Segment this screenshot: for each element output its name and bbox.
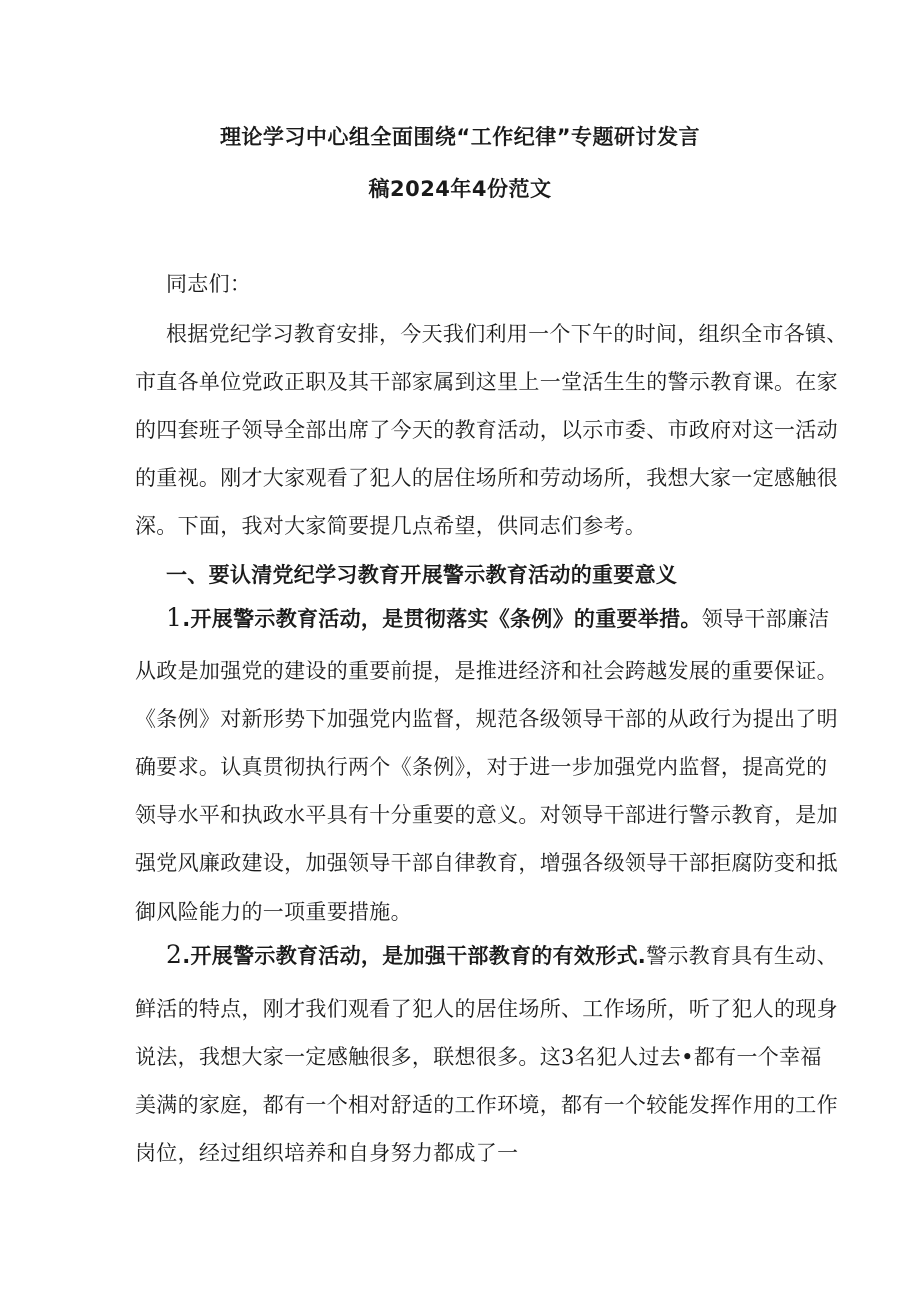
salutation: 同志们： <box>166 272 252 296</box>
item-1-heading: .开展警示教育活动，是贯彻落实《条例》的重要举措。 <box>182 607 702 631</box>
document-title-line-1: 理论学习中心组全面围绕“工作纪律”专题研讨发言 <box>219 125 701 149</box>
paragraph-line: 御风险能力的一项重要措施。 <box>135 900 412 924</box>
paragraph-line: 的重视。刚才大家观看了犯人的居住场所和劳动场所，我想大家一定感触很 <box>135 466 838 490</box>
item-2-number: 2 <box>166 940 183 969</box>
paragraph-line: 确要求。认真贯彻执行两个《条例》，对于进一步加强党内监督，提高党的 <box>135 755 828 779</box>
paragraph-line: 强党风廉政建设，加强领导干部自律教育，增强各级领导干部拒腐防变和抵 <box>135 851 838 875</box>
paragraph-line: 领导水平和执政水平具有十分重要的意义。对领导干部进行警示教育，是加 <box>135 803 838 827</box>
item-2-first-line <box>166 940 838 970</box>
item-1-first-text: 领导干部廉洁 <box>701 607 830 631</box>
paragraph-line: 《条例》对新形势下加强党内监督，规范各级领导干部的从政行为提出了明 <box>135 707 838 731</box>
paragraph-line: 根据党纪学习教育安排，今天我们利用一个下午的时间，组织全市各镇、 <box>166 322 848 346</box>
item-1-number: 1 <box>166 603 183 632</box>
paragraph-line: 深。下面，我对大家简要提几点希望，供同志们参考。 <box>135 514 647 538</box>
paragraph-line: 市直各单位党政正职及其干部家属到这里上一堂活生生的警示教育课。在家 <box>135 370 838 394</box>
paragraph-line: 说法，我想大家一定感触很多，联想很多。这3名犯人过去•都有一个幸福 <box>135 1045 822 1069</box>
paragraph-line: 从政是加强党的建设的重要前提，是推进经济和社会跨越发展的重要保证。 <box>135 659 838 683</box>
item-2-first-text: 警示教育具有生动、 <box>646 944 838 968</box>
document-title-line-2: 稿2024年4份范文 <box>368 177 552 201</box>
paragraph-line: 岗位，经过组织培养和自身努力都成了一 <box>135 1141 519 1165</box>
paragraph-line: 的四套班子领导全部出席了今天的教育活动，以示市委、市政府对这一活动 <box>135 418 838 442</box>
paragraph-line: 鲜活的特点，刚才我们观看了犯人的居住场所、工作场所，听了犯人的现身 <box>135 997 838 1021</box>
paragraph-line: 美满的家庭，都有一个相对舒适的工作环境，都有一个较能发挥作用的工作 <box>135 1093 838 1117</box>
item-2-heading: .开展警示教育活动，是加强干部教育的有效形式. <box>182 944 647 968</box>
section-heading-1: 一、要认清党纪学习教育开展警示教育活动的重要意义 <box>166 563 678 587</box>
item-1-first-line <box>166 603 830 633</box>
